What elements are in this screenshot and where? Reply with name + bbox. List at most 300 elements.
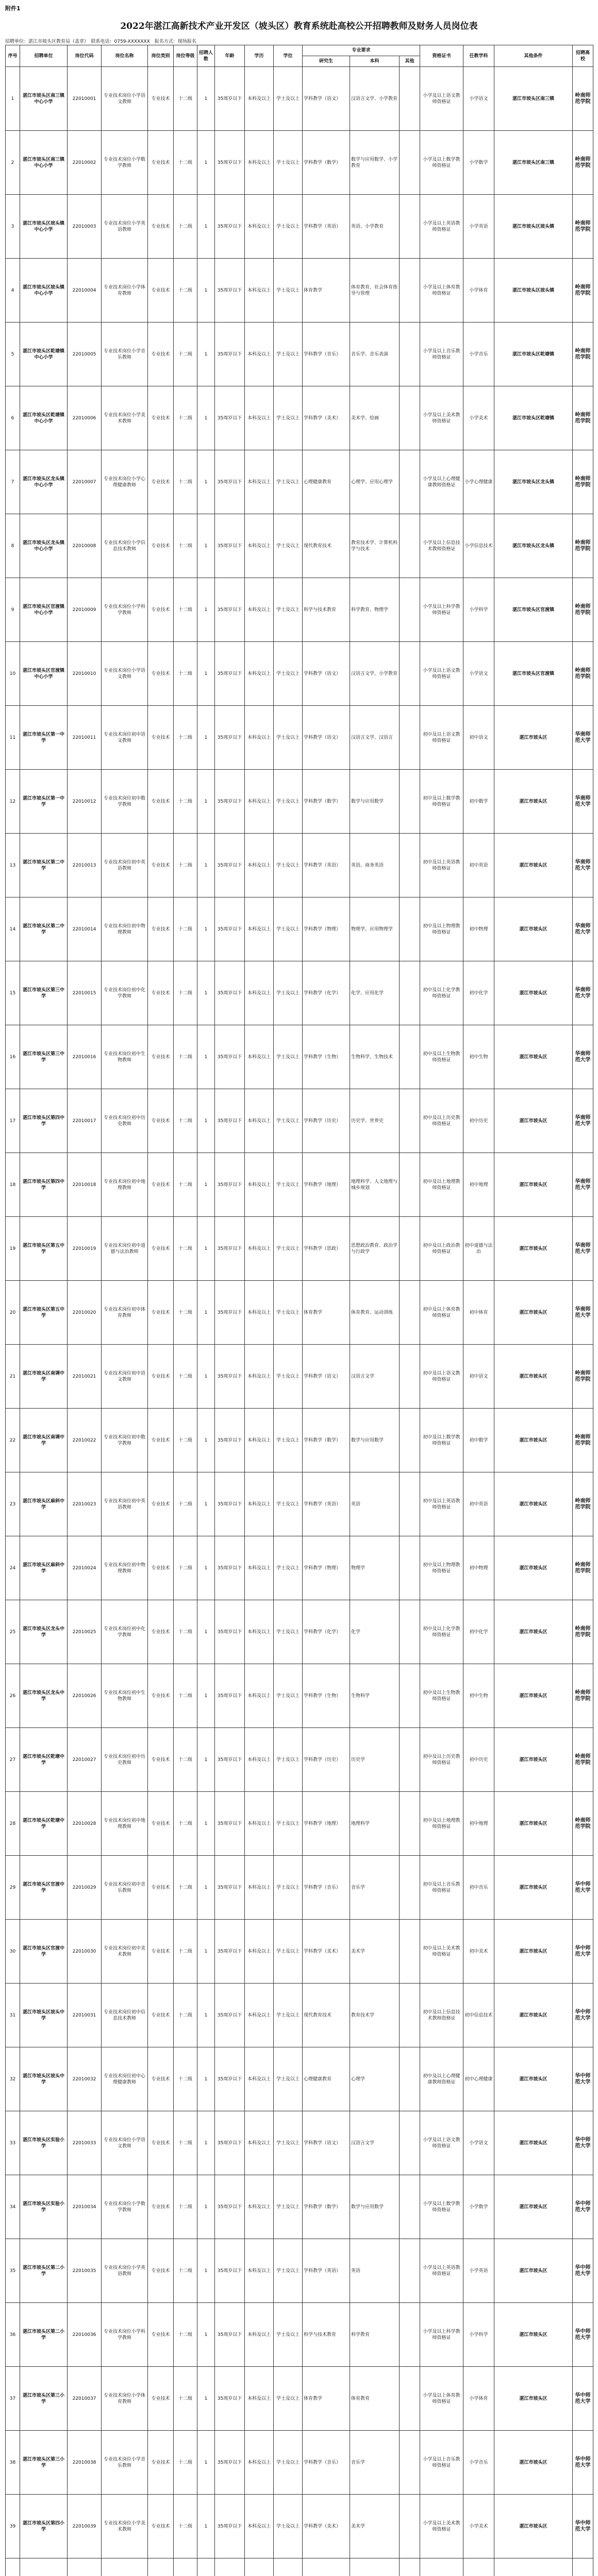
cell-post-level: 十二级 — [174, 259, 197, 323]
cell-unit: 湛江市坡头区乾塘中学 — [20, 1728, 68, 1792]
cell-count: 1 — [197, 67, 215, 131]
cell-other-req: 湛江市坡头区南三镇 — [494, 67, 573, 131]
cell-code: 22010015 — [68, 961, 102, 1025]
cell-post-type: 专业技术 — [148, 770, 174, 834]
cell-no: 14 — [6, 897, 20, 961]
cell-subject: 初中信息技术 — [463, 1984, 494, 2047]
cell-no: 27 — [6, 1728, 20, 1792]
cell-education: 本科及以上 — [245, 1856, 274, 1920]
cell-education: 本科及以上 — [245, 1920, 274, 1984]
cell-other-req: 湛江市坡头区 — [494, 1153, 573, 1217]
cell-post-level: 十二级 — [174, 386, 197, 450]
cell-count: 1 — [197, 450, 215, 514]
cell-unit — [20, 2558, 68, 2576]
cell-cert: 初中及以上语文教师资格证 — [420, 1345, 463, 1409]
cell-subject: 初中生物 — [463, 1025, 494, 1089]
cell-no: 35 — [6, 2239, 20, 2303]
cell-education: 本科及以上 — [245, 67, 274, 131]
cell-post-name: 专业技术岗位小学美术教师 — [102, 2495, 148, 2558]
cell-count — [197, 2558, 215, 2576]
cell-other-req: 湛江市坡头区 — [494, 2111, 573, 2175]
cell-cert: 小学及以上英语教师资格证 — [420, 2239, 463, 2303]
cell-code: 22010011 — [68, 706, 102, 770]
cell-no: 37 — [6, 2367, 20, 2431]
cell-count: 1 — [197, 1409, 215, 1472]
cell-other-req: 湛江市坡头区 — [494, 2431, 573, 2495]
cell-education: 本科及以上 — [245, 2431, 274, 2495]
cell-degree: 学士及以上 — [274, 1536, 303, 1600]
cell-count: 1 — [197, 2495, 215, 2558]
table-row — [6, 578, 593, 642]
cell-post-name: 专业技术岗位初中美术教师 — [102, 1920, 148, 1984]
cell-subject: 初中英语 — [463, 1472, 494, 1536]
cell-unit: 湛江市坡头区乾塘中学 — [20, 1792, 68, 1856]
cell-count: 1 — [197, 1472, 215, 1536]
cell-post-name: 专业技术岗位小学体育教师 — [102, 2367, 148, 2431]
cell-post-level: 十二级 — [174, 897, 197, 961]
cell-post-name: 专业技术岗位初中化学教师 — [102, 961, 148, 1025]
cell-other-req: 湛江市坡头区 — [494, 1281, 573, 1345]
col-cert: 资格证书 — [420, 45, 463, 67]
table-row — [6, 450, 593, 514]
cell-degree: 学士及以上 — [274, 1217, 303, 1281]
cell-count: 1 — [197, 323, 215, 386]
cell-age: 35周岁以下 — [215, 259, 245, 323]
cell-code: 22010003 — [68, 195, 102, 259]
cell-post-level: 十二级 — [174, 1281, 197, 1345]
cell-code: 22010035 — [68, 2239, 102, 2303]
cell-post-level: 十二级 — [174, 1792, 197, 1856]
cell-degree: 学士及以上 — [274, 2239, 303, 2303]
cell-campus: 岭南师范学院 — [573, 1792, 593, 1856]
cell-code: 22010029 — [68, 1856, 102, 1920]
cell-education: 本科及以上 — [245, 1153, 274, 1217]
cell-major-other — [400, 1984, 420, 2047]
cell-cert: 小学及以上心理健康教师资格证 — [420, 450, 463, 514]
cell-education: 本科及以上 — [245, 450, 274, 514]
cell-campus: 华中师范大学 — [573, 1856, 593, 1920]
cell-major-other — [400, 961, 420, 1025]
cell-post-level: 十二级 — [174, 1025, 197, 1089]
cell-cert: 小学及以上数学教师资格证 — [420, 131, 463, 195]
cell-post-name: 专业技术岗位小学数学教师 — [102, 2175, 148, 2239]
cell-post-level: 十二级 — [174, 2431, 197, 2495]
cell-campus: 岭南师范学院 — [573, 323, 593, 386]
cell-count: 1 — [197, 642, 215, 706]
cell-major-grad: 心理健康教育 — [303, 2047, 350, 2111]
cell-age: 35周岁以下 — [215, 1472, 245, 1536]
cell-degree: 学士及以上 — [274, 1856, 303, 1920]
col-post-name: 岗位名称 — [102, 45, 148, 67]
cell-other-req: 湛江市坡头区 — [494, 1472, 573, 1536]
cell-count: 1 — [197, 2175, 215, 2239]
cell-post-level: 十二级 — [174, 1920, 197, 1984]
cell-code: 22010026 — [68, 1664, 102, 1728]
cell-cert: 初中及以上历史教师资格证 — [420, 1089, 463, 1153]
table-row — [6, 2239, 593, 2303]
cell-count: 1 — [197, 1089, 215, 1153]
cell-subject: 初中历史 — [463, 1089, 494, 1153]
table-row — [6, 1472, 593, 1536]
cell-code: 22010012 — [68, 770, 102, 834]
cell-no: 38 — [6, 2431, 20, 2495]
cell-no: 30 — [6, 1920, 20, 1984]
cell-unit: 湛江市坡头区第四中学 — [20, 1089, 68, 1153]
cell-code: 22010037 — [68, 2367, 102, 2431]
table-row — [6, 1920, 593, 1984]
cell-major-undergrad: 物理学 — [350, 1536, 400, 1600]
cell-major-other — [400, 1345, 420, 1409]
table-row — [6, 961, 593, 1025]
cell-post-name: 专业技术岗位小学音乐教师 — [102, 323, 148, 386]
cell-code: 22010030 — [68, 1920, 102, 1984]
table-row — [6, 1153, 593, 1217]
cell-other-req: 湛江市坡头区 — [494, 2239, 573, 2303]
cell-count: 1 — [197, 897, 215, 961]
cell-subject: 初中美术 — [463, 1920, 494, 1984]
cell-major-undergrad: 英语、商务英语 — [350, 834, 400, 897]
cell-subject: 小学美术 — [463, 2495, 494, 2558]
cell-degree: 学士及以上 — [274, 770, 303, 834]
cell-campus: 华南师范大学 — [573, 1153, 593, 1217]
cell-unit: 湛江市坡头区第三小学 — [20, 2431, 68, 2495]
cell-age: 35周岁以下 — [215, 706, 245, 770]
cell-code: 22010028 — [68, 1792, 102, 1856]
cell-unit: 湛江市坡头区第五中学 — [20, 1281, 68, 1345]
cell-major-other — [400, 2303, 420, 2367]
cell-post-level: 十二级 — [174, 131, 197, 195]
cell-post-name: 专业技术岗位初中物理教师 — [102, 897, 148, 961]
cell-post-type: 专业技术 — [148, 578, 174, 642]
cell-major-grad: 学科教学（化学） — [303, 1600, 350, 1664]
cell-no: 10 — [6, 642, 20, 706]
cell-no: 39 — [6, 2495, 20, 2558]
cell-major-undergrad: 科学教育 — [350, 2303, 400, 2367]
cell-campus: 华中师范大学 — [573, 2367, 593, 2431]
col-education: 学历 — [245, 45, 274, 67]
cell-count: 1 — [197, 961, 215, 1025]
cell-no: 17 — [6, 1089, 20, 1153]
cell-post-name: 专业技术岗位小学科学教师 — [102, 2303, 148, 2367]
cell-major-other — [400, 1664, 420, 1728]
cell-major-grad: 心理健康教育 — [303, 450, 350, 514]
cell-count: 1 — [197, 386, 215, 450]
cell-cert: 初中及以上化学教师资格证 — [420, 1600, 463, 1664]
cell-major-undergrad: 体育教育、运动训练 — [350, 1281, 400, 1345]
cell-degree: 学士及以上 — [274, 1409, 303, 1472]
cell-other-req: 湛江市坡头区 — [494, 1409, 573, 1472]
cell-major-undergrad: 汉语言文学 — [350, 2111, 400, 2175]
cell-major-other — [400, 1089, 420, 1153]
cell-campus: 岭南师范学院 — [573, 514, 593, 578]
cell-age: 35周岁以下 — [215, 1217, 245, 1281]
cell-campus: 岭南师范学院 — [573, 1728, 593, 1792]
cell-count: 1 — [197, 259, 215, 323]
cell-post-name: 专业技术岗位小学英语教师 — [102, 195, 148, 259]
cell-degree: 学士及以上 — [274, 514, 303, 578]
cell-major-other — [400, 1025, 420, 1089]
cell-age: 35周岁以下 — [215, 578, 245, 642]
cell-campus: 岭南师范学院 — [573, 450, 593, 514]
cell-major-other — [400, 2367, 420, 2431]
cell-age: 35周岁以下 — [215, 1856, 245, 1920]
cell-code: 22010032 — [68, 2047, 102, 2111]
cell-code: 22010023 — [68, 1472, 102, 1536]
cell-campus: 华中师范大学 — [573, 2111, 593, 2175]
cell-unit: 湛江市坡头区麻斜中学 — [20, 1536, 68, 1600]
cell-campus: 华中师范大学 — [573, 2431, 593, 2495]
cell-age: 35周岁以下 — [215, 1664, 245, 1728]
cell-code: 22010008 — [68, 514, 102, 578]
cell-no: 31 — [6, 1984, 20, 2047]
cell-code: 22010004 — [68, 259, 102, 323]
cell-major-grad: 学科教学（语文） — [303, 642, 350, 706]
cell-cert: 小学及以上语文教师资格证 — [420, 2111, 463, 2175]
cell-age: 35周岁以下 — [215, 2367, 245, 2431]
cell-no — [6, 2558, 20, 2576]
cell-major-other — [400, 1409, 420, 1472]
cell-major-grad: 体育教学 — [303, 2367, 350, 2431]
cell-major-undergrad: 生物科学 — [350, 1664, 400, 1728]
cell-age: 35周岁以下 — [215, 642, 245, 706]
cell-unit: 湛江市坡头区实验小学 — [20, 2175, 68, 2239]
cell-unit: 湛江市坡头区官渡镇中心小学 — [20, 578, 68, 642]
cell-degree: 学士及以上 — [274, 2047, 303, 2111]
cell-cert: 小学及以上美术教师资格证 — [420, 386, 463, 450]
cell-other-req: 湛江市坡头区 — [494, 1792, 573, 1856]
cell-count: 1 — [197, 131, 215, 195]
cell-major-other — [400, 1536, 420, 1600]
cell-campus: 岭南师范学院 — [573, 1472, 593, 1536]
cell-degree: 学士及以上 — [274, 67, 303, 131]
cell-subject: 初中心理健康 — [463, 2047, 494, 2111]
cell-education: 本科及以上 — [245, 770, 274, 834]
cell-subject: 小学语文 — [463, 2111, 494, 2175]
cell-age: 35周岁以下 — [215, 323, 245, 386]
cell-post-type: 专业技术 — [148, 1472, 174, 1536]
cell-post-name: 专业技术岗位初中地理教师 — [102, 1792, 148, 1856]
table-header-row-1 — [6, 45, 593, 56]
cell-count: 1 — [197, 1025, 215, 1089]
cell-degree: 学士及以上 — [274, 897, 303, 961]
cell-post-level: 十二级 — [174, 770, 197, 834]
cell-count: 1 — [197, 2047, 215, 2111]
cell-subject: 小学科学 — [463, 578, 494, 642]
cell-post-type: 专业技术 — [148, 1920, 174, 1984]
cell-subject: 小学体育 — [463, 2367, 494, 2431]
cell-education: 本科及以上 — [245, 1089, 274, 1153]
table-row — [6, 2367, 593, 2431]
cell-post-type: 专业技术 — [148, 1217, 174, 1281]
document — [5, 4, 593, 2576]
cell-campus: 岭南师范学院 — [573, 131, 593, 195]
cell-post-name: 专业技术岗位初中数学教师 — [102, 770, 148, 834]
cell-major-other — [400, 1792, 420, 1856]
attachment-label: 附件1 — [5, 5, 21, 12]
cell-degree: 学士及以上 — [274, 1281, 303, 1345]
cell-degree: 学士及以上 — [274, 1600, 303, 1664]
col-campus: 招聘高校 — [573, 45, 593, 67]
cell-code: 22010027 — [68, 1728, 102, 1792]
cell-code — [68, 2558, 102, 2576]
cell-unit: 湛江市坡头区南三镇中心小学 — [20, 131, 68, 195]
cell-unit: 湛江市坡头区麻斜中学 — [20, 1472, 68, 1536]
cell-subject: 小学美术 — [463, 386, 494, 450]
cell-campus: 华中师范大学 — [573, 2495, 593, 2558]
cell-other-req: 湛江市坡头区 — [494, 2175, 573, 2239]
cell-code: 22010016 — [68, 1025, 102, 1089]
cell-degree: 学士及以上 — [274, 259, 303, 323]
cell-subject: 小学音乐 — [463, 323, 494, 386]
cell-other-req: 湛江市坡头区坡头镇 — [494, 259, 573, 323]
cell-major-grad: 学科教学（语文） — [303, 67, 350, 131]
cell-other-req: 湛江市坡头区 — [494, 961, 573, 1025]
cell-subject: 小学语文 — [463, 642, 494, 706]
cell-major-undergrad: 历史学 — [350, 1728, 400, 1792]
cell-post-name: 专业技术岗位小学英语教师 — [102, 2239, 148, 2303]
cell-other-req: 湛江市坡头区南三镇 — [494, 131, 573, 195]
cell-other-req: 湛江市坡头区 — [494, 2495, 573, 2558]
cell-other-req: 湛江市坡头区坡头镇 — [494, 195, 573, 259]
cell-major-other — [400, 834, 420, 897]
cell-post-type: 专业技术 — [148, 2175, 174, 2239]
cell-other-req: 湛江市坡头区 — [494, 2047, 573, 2111]
cell-age: 35周岁以下 — [215, 1792, 245, 1856]
cell-major-grad: 学科教学（生物） — [303, 1664, 350, 1728]
cell-major-other — [400, 2495, 420, 2558]
cell-other-req: 湛江市坡头区 — [494, 2303, 573, 2367]
cell-major-grad: 体育教学 — [303, 1281, 350, 1345]
cell-cert: 初中及以上数学教师资格证 — [420, 770, 463, 834]
cell-post-name: 专业技术岗位小学音乐教师 — [102, 2431, 148, 2495]
cell-degree — [274, 2558, 303, 2576]
cell-code: 22010009 — [68, 578, 102, 642]
cell-major-other — [400, 2175, 420, 2239]
cell-major-other — [400, 386, 420, 450]
cell-subject: 小学体育 — [463, 259, 494, 323]
cell-age: 35周岁以下 — [215, 1089, 245, 1153]
cell-education: 本科及以上 — [245, 1281, 274, 1345]
cell-no: 32 — [6, 2047, 20, 2111]
cell-major-other — [400, 1920, 420, 1984]
cell-major-undergrad: 体育教育、社会体育指导与管理 — [350, 259, 400, 323]
cell-count: 1 — [197, 1600, 215, 1664]
cell-education: 本科及以上 — [245, 897, 274, 961]
cell-degree: 学士及以上 — [274, 2431, 303, 2495]
cell-major-grad: 学科教学（地理） — [303, 1792, 350, 1856]
cell-unit: 湛江市坡头区南调中学 — [20, 1409, 68, 1472]
cell-major-grad: 学科教学（语文） — [303, 2111, 350, 2175]
cell-post-name: 专业技术岗位初中数学教师 — [102, 1409, 148, 1472]
cell-post-name: 专业技术岗位初中历史教师 — [102, 1728, 148, 1792]
cell-major-other — [400, 2047, 420, 2111]
cell-code: 22010022 — [68, 1409, 102, 1472]
cell-campus: 岭南师范学院 — [573, 1600, 593, 1664]
cell-subject: 小学心理健康 — [463, 450, 494, 514]
cell-post-type: 专业技术 — [148, 450, 174, 514]
cell-count: 1 — [197, 1664, 215, 1728]
cell-cert: 初中及以上地理教师资格证 — [420, 1792, 463, 1856]
cell-major-undergrad: 美术学 — [350, 2495, 400, 2558]
cell-post-level: 十二级 — [174, 2175, 197, 2239]
cell-major-undergrad: 科学教育、物理学 — [350, 578, 400, 642]
cell-major-undergrad: 音乐学 — [350, 1856, 400, 1920]
cell-degree: 学士及以上 — [274, 1920, 303, 1984]
cell-count: 1 — [197, 1856, 215, 1920]
cell-post-name — [102, 2558, 148, 2576]
col-major-group: 专业要求 — [303, 45, 420, 56]
cell-campus: 华中师范大学 — [573, 2303, 593, 2367]
cell-age: 35周岁以下 — [215, 67, 245, 131]
cell-post-name: 专业技术岗位小学语文教师 — [102, 67, 148, 131]
cell-education: 本科及以上 — [245, 1536, 274, 1600]
cell-no: 26 — [6, 1664, 20, 1728]
cell-no: 6 — [6, 386, 20, 450]
cell-code: 22010025 — [68, 1600, 102, 1664]
cell-count: 1 — [197, 1345, 215, 1409]
cell-code: 22010013 — [68, 834, 102, 897]
cell-major-undergrad: 教育技术学、计算机科学与技术 — [350, 514, 400, 578]
cell-campus — [573, 2558, 593, 2576]
cell-major-undergrad: 英语、小学教育 — [350, 195, 400, 259]
cell-post-level: 十二级 — [174, 1409, 197, 1472]
cell-education — [245, 2558, 274, 2576]
cell-major-undergrad: 英语 — [350, 1472, 400, 1536]
cell-major-undergrad: 心理学、应用心理学 — [350, 450, 400, 514]
cell-campus: 华南师范大学 — [573, 897, 593, 961]
cell-code: 22010014 — [68, 897, 102, 961]
col-age: 年龄 — [215, 45, 245, 67]
cell-post-type: 专业技术 — [148, 1728, 174, 1792]
cell-subject: 小学语文 — [463, 67, 494, 131]
cell-post-type: 专业技术 — [148, 1089, 174, 1153]
cell-education: 本科及以上 — [245, 834, 274, 897]
cell-age — [215, 2558, 245, 2576]
cell-education: 本科及以上 — [245, 2047, 274, 2111]
cell-campus: 岭南师范学院 — [573, 67, 593, 131]
cell-degree: 学士及以上 — [274, 195, 303, 259]
cell-subject: 初中生物 — [463, 1664, 494, 1728]
cell-major-undergrad: 生物科学、生物技术 — [350, 1025, 400, 1089]
cell-major-undergrad: 地理科学 — [350, 1792, 400, 1856]
col-code: 岗位代码 — [68, 45, 102, 67]
cell-major-undergrad: 教育技术学 — [350, 1984, 400, 2047]
cell-subject — [463, 2558, 494, 2576]
cell-unit: 湛江市坡头区坡头中学 — [20, 2047, 68, 2111]
cell-post-name: 专业技术岗位初中语文教师 — [102, 706, 148, 770]
cell-no: 29 — [6, 1856, 20, 1920]
cell-post-level: 十二级 — [174, 961, 197, 1025]
cell-major-undergrad: 历史学、世界史 — [350, 1089, 400, 1153]
cell-age: 35周岁以下 — [215, 1536, 245, 1600]
cell-campus: 岭南师范学院 — [573, 1409, 593, 1472]
cell-code: 22010024 — [68, 1536, 102, 1600]
cell-other-req: 湛江市坡头区 — [494, 897, 573, 961]
cell-subject: 初中历史 — [463, 1728, 494, 1792]
cell-degree: 学士及以上 — [274, 2111, 303, 2175]
cell-subject: 初中地理 — [463, 1792, 494, 1856]
cell-post-level: 十二级 — [174, 578, 197, 642]
cell-education: 本科及以上 — [245, 2303, 274, 2367]
cell-post-type: 专业技术 — [148, 67, 174, 131]
cell-post-level: 十二级 — [174, 1664, 197, 1728]
cell-campus: 华南师范大学 — [573, 1089, 593, 1153]
cell-major-grad: 学科教学（物理） — [303, 897, 350, 961]
cell-post-level: 十二级 — [174, 514, 197, 578]
cell-post-type: 专业技术 — [148, 2239, 174, 2303]
table-row — [6, 1664, 593, 1728]
cell-education: 本科及以上 — [245, 1984, 274, 2047]
